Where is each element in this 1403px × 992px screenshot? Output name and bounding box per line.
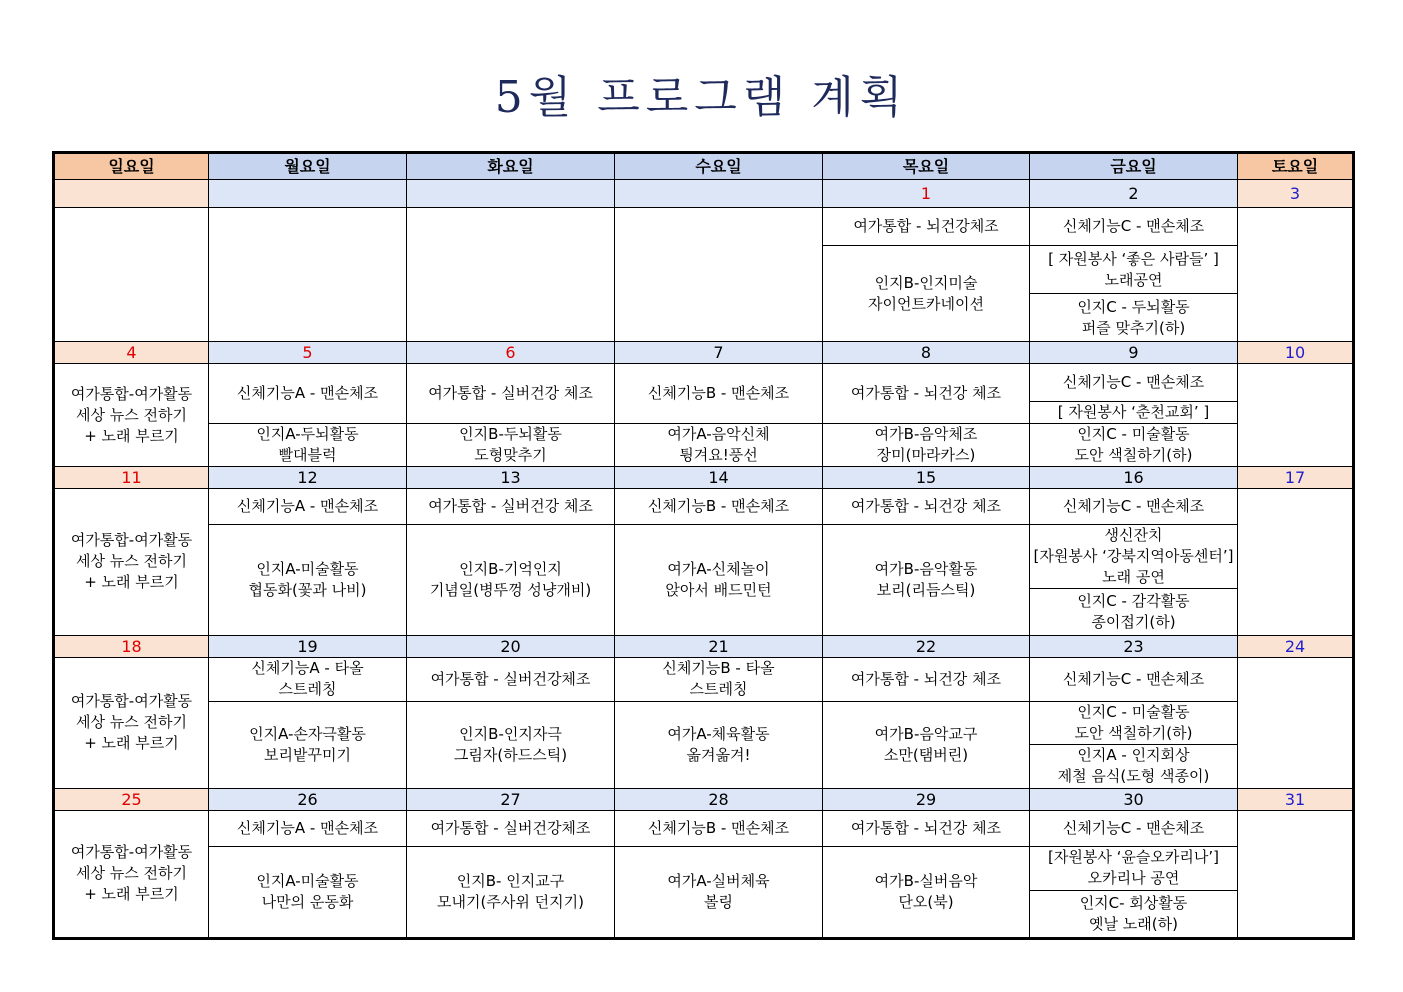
header-monday: 월요일 bbox=[209, 153, 407, 180]
program-line: + 노래 부르기 bbox=[84, 734, 179, 753]
program-line: 도안 색칠하기(하) bbox=[1074, 723, 1193, 742]
program-cell bbox=[209, 846, 407, 938]
date-cell: 26 bbox=[209, 788, 407, 810]
program-cell bbox=[407, 701, 615, 788]
program-line: 인지B-인지자극 bbox=[459, 724, 562, 743]
date-cell: 8 bbox=[823, 342, 1030, 364]
program-line: 보리(리듬스틱) bbox=[876, 580, 976, 599]
program-cell bbox=[823, 246, 1030, 342]
program-line: 단오(북) bbox=[898, 892, 954, 911]
date-cell: 17 bbox=[1238, 467, 1354, 489]
program-cell bbox=[823, 525, 1030, 635]
program-cell bbox=[54, 489, 209, 635]
program-line: 여가통합-여가활동 bbox=[70, 384, 193, 403]
program-cell bbox=[1030, 701, 1238, 744]
date-cell: 28 bbox=[615, 788, 823, 810]
date-cell: 11 bbox=[54, 467, 209, 489]
program-line: 여가B-실버음악 bbox=[874, 871, 978, 890]
date-cell: 22 bbox=[823, 635, 1030, 657]
program-row bbox=[54, 525, 1354, 589]
program-cell bbox=[615, 424, 823, 467]
program-line: 옛날 노래(하) bbox=[1089, 914, 1178, 933]
header-friday: 금요일 bbox=[1030, 153, 1238, 180]
date-cell: 15 bbox=[823, 467, 1030, 489]
program-line: 빨대블럭 bbox=[278, 446, 337, 465]
program-line: 세상 뉴스 전하기 bbox=[76, 405, 187, 424]
date-cell bbox=[54, 180, 209, 208]
program-line: 인지A-두뇌활동 bbox=[256, 425, 359, 444]
program-cell bbox=[615, 701, 823, 788]
program-line: 노래 공연 bbox=[1102, 568, 1165, 587]
weekday-header-row bbox=[54, 153, 1354, 180]
program-line: 앉아서 배드민턴 bbox=[665, 580, 772, 599]
date-cell bbox=[615, 180, 823, 208]
program-cell bbox=[615, 208, 823, 342]
program-cell: 신체기능B - 맨손체조 bbox=[615, 364, 823, 424]
program-line: 보리밭꾸미기 bbox=[264, 745, 351, 764]
program-line: 소만(탬버린) bbox=[883, 745, 969, 764]
program-line: 세상 뉴스 전하기 bbox=[76, 864, 187, 883]
program-line: 인지A-미술활동 bbox=[256, 559, 359, 578]
program-cell: 신체기능C - 맨손체조 bbox=[1030, 657, 1238, 701]
program-cell: 신체기능C - 맨손체조 bbox=[1030, 208, 1238, 246]
date-cell: 7 bbox=[615, 342, 823, 364]
program-cell bbox=[823, 846, 1030, 938]
program-cell: 여가통합 - 뇌건강 체조 bbox=[823, 657, 1030, 701]
program-line: 세상 뉴스 전하기 bbox=[76, 713, 187, 732]
program-cell bbox=[1030, 589, 1238, 635]
program-line: 여가B-음악체조 bbox=[874, 425, 978, 444]
date-row bbox=[54, 788, 1354, 810]
program-line: 인지C- 회상활동 bbox=[1079, 893, 1188, 912]
program-cell bbox=[407, 424, 615, 467]
program-line: 인지B-두뇌활동 bbox=[459, 425, 562, 444]
date-cell: 2 bbox=[1030, 180, 1238, 208]
program-line: 장미(마라카스) bbox=[876, 446, 976, 465]
program-line: 인지C - 두뇌활동 bbox=[1077, 297, 1190, 316]
program-line: 세상 뉴스 전하기 bbox=[76, 552, 187, 571]
program-cell bbox=[615, 846, 823, 938]
program-line: 여가B-음악활동 bbox=[874, 559, 978, 578]
program-line: 인지A - 인지회상 bbox=[1077, 746, 1190, 765]
program-cell bbox=[209, 424, 407, 467]
program-cell bbox=[1030, 424, 1238, 467]
program-line: 신체기능B - 타올 bbox=[662, 659, 775, 678]
program-line: 노래공연 bbox=[1104, 270, 1163, 289]
program-line: 여가통합-여가활동 bbox=[70, 531, 193, 550]
page-title: 5월 프로그램 계획 bbox=[494, 72, 909, 123]
schedule-table bbox=[52, 151, 1355, 940]
date-cell: 16 bbox=[1030, 467, 1238, 489]
program-row bbox=[54, 657, 1354, 701]
date-cell: 5 bbox=[209, 342, 407, 364]
program-line: 여가A-실버체육 bbox=[667, 871, 770, 890]
program-line: 협동화(꽃과 나비) bbox=[248, 580, 367, 599]
program-line: 종이접기(하) bbox=[1091, 612, 1176, 631]
header-thursday: 목요일 bbox=[823, 153, 1030, 180]
program-line: [자원봉사 ‘윤슬오카리나’] bbox=[1048, 848, 1219, 867]
program-cell: 신체기능A - 맨손체조 bbox=[209, 364, 407, 424]
program-cell: 여가통합 - 뇌건강 체조 bbox=[823, 489, 1030, 525]
date-cell: 18 bbox=[54, 635, 209, 657]
date-cell: 30 bbox=[1030, 788, 1238, 810]
date-cell bbox=[407, 180, 615, 208]
program-line: 인지A-미술활동 bbox=[256, 871, 359, 890]
date-cell: 13 bbox=[407, 467, 615, 489]
program-cell bbox=[407, 525, 615, 635]
program-cell: 신체기능C - 맨손체조 bbox=[1030, 810, 1238, 846]
program-cell bbox=[823, 424, 1030, 467]
program-line: 여가통합-여가활동 bbox=[70, 692, 193, 711]
date-cell: 3 bbox=[1238, 180, 1354, 208]
date-cell: 25 bbox=[54, 788, 209, 810]
program-line: 도안 색칠하기(하) bbox=[1074, 446, 1193, 465]
program-cell: 신체기능B - 맨손체조 bbox=[615, 810, 823, 846]
program-cell: 여가통합 - 실버건강체조 bbox=[407, 810, 615, 846]
program-cell: 신체기능B - 맨손체조 bbox=[615, 489, 823, 525]
program-cell bbox=[54, 208, 209, 342]
program-cell bbox=[615, 525, 823, 635]
program-row bbox=[54, 701, 1354, 744]
program-line: 튕겨요!풍선 bbox=[679, 446, 758, 465]
program-line: 여가통합-여가활동 bbox=[70, 843, 193, 862]
program-line: 제철 음식(도형 색종이) bbox=[1057, 767, 1210, 786]
date-cell: 31 bbox=[1238, 788, 1354, 810]
date-cell: 21 bbox=[615, 635, 823, 657]
date-cell: 27 bbox=[407, 788, 615, 810]
program-line: 인지B-인지미술 bbox=[874, 273, 978, 292]
program-line: 도형맞추기 bbox=[474, 446, 547, 465]
program-cell bbox=[209, 525, 407, 635]
program-cell: 신체기능A - 맨손체조 bbox=[209, 810, 407, 846]
program-cell bbox=[407, 846, 615, 938]
program-row bbox=[54, 846, 1354, 890]
program-cell bbox=[1238, 489, 1354, 635]
program-line: 나만의 운동화 bbox=[261, 892, 354, 911]
program-row bbox=[54, 810, 1354, 846]
program-row bbox=[54, 489, 1354, 525]
program-line: 인지C - 미술활동 bbox=[1077, 425, 1190, 444]
header-tuesday: 화요일 bbox=[407, 153, 615, 180]
program-line: + 노래 부르기 bbox=[84, 885, 179, 904]
program-line: 여가A-체육활동 bbox=[667, 724, 770, 743]
program-line: 볼링 bbox=[704, 892, 733, 911]
program-cell bbox=[1030, 246, 1238, 294]
program-cell: 신체기능C - 맨손체조 bbox=[1030, 489, 1238, 525]
program-line: 인지B- 인지교구 bbox=[456, 871, 565, 890]
program-cell bbox=[54, 657, 209, 788]
program-cell bbox=[1030, 744, 1238, 788]
program-line: 생신잔치 bbox=[1104, 526, 1163, 545]
program-cell bbox=[615, 657, 823, 701]
program-row bbox=[54, 424, 1354, 467]
program-cell: 신체기능C - 맨손체조 bbox=[1030, 364, 1238, 402]
program-line: 스트레칭 bbox=[689, 680, 748, 699]
program-line: 그림자(하드스틱) bbox=[453, 745, 568, 764]
date-cell: 24 bbox=[1238, 635, 1354, 657]
date-cell: 4 bbox=[54, 342, 209, 364]
program-cell bbox=[1030, 846, 1238, 890]
date-cell: 10 bbox=[1238, 342, 1354, 364]
program-line: 여가A-음악신체 bbox=[667, 425, 770, 444]
program-cell: 여가통합 - 뇌건강 체조 bbox=[823, 810, 1030, 846]
program-cell bbox=[209, 208, 407, 342]
program-line: 모내기(주사위 던지기) bbox=[437, 892, 584, 911]
program-line: 인지A-손자극활동 bbox=[249, 724, 366, 743]
program-line: 인지B-기억인지 bbox=[459, 559, 562, 578]
date-cell bbox=[209, 180, 407, 208]
program-cell: 여가통합 - 실버건강체조 bbox=[407, 657, 615, 701]
program-cell bbox=[1030, 525, 1238, 589]
program-cell bbox=[1238, 810, 1354, 938]
program-line: 인지C - 미술활동 bbox=[1077, 702, 1190, 721]
program-cell bbox=[209, 657, 407, 701]
program-cell: 신체기능A - 맨손체조 bbox=[209, 489, 407, 525]
program-line: 인지C - 감각활동 bbox=[1077, 591, 1190, 610]
program-line: + 노래 부르기 bbox=[84, 573, 179, 592]
program-cell bbox=[1238, 364, 1354, 467]
program-line: + 노래 부르기 bbox=[84, 426, 179, 445]
date-cell: 12 bbox=[209, 467, 407, 489]
program-cell: 여가통합 - 뇌건강체조 bbox=[823, 208, 1030, 246]
date-cell: 1 bbox=[823, 180, 1030, 208]
program-line: 신체기능A - 타올 bbox=[251, 659, 364, 678]
program-cell bbox=[54, 810, 209, 938]
program-cell bbox=[1238, 208, 1354, 342]
program-cell bbox=[823, 701, 1030, 788]
program-row bbox=[54, 364, 1354, 402]
program-line: 여가B-음악교구 bbox=[874, 724, 978, 743]
program-cell bbox=[1030, 294, 1238, 342]
program-line: [자원봉사 ‘강북지역아동센터’] bbox=[1033, 547, 1234, 566]
program-cell bbox=[407, 208, 615, 342]
program-line: 퍼즐 맞추기(하) bbox=[1081, 318, 1186, 337]
program-cell: [ 자원봉사 ‘춘천교회’ ] bbox=[1030, 402, 1238, 424]
program-row bbox=[54, 208, 1354, 246]
date-cell: 14 bbox=[615, 467, 823, 489]
program-cell: 여가통합 - 실버건강 체조 bbox=[407, 489, 615, 525]
program-cell: 여가통합 - 실버건강 체조 bbox=[407, 364, 615, 424]
program-line: 스트레칭 bbox=[278, 680, 337, 699]
date-cell: 9 bbox=[1030, 342, 1238, 364]
program-cell bbox=[54, 364, 209, 467]
program-cell bbox=[209, 701, 407, 788]
program-cell: 여가통합 - 뇌건강 체조 bbox=[823, 364, 1030, 424]
program-line: 여가A-신체놀이 bbox=[667, 559, 770, 578]
date-cell: 6 bbox=[407, 342, 615, 364]
date-row bbox=[54, 467, 1354, 489]
header-saturday: 토요일 bbox=[1238, 153, 1354, 180]
program-line: 오카리나 공연 bbox=[1087, 869, 1180, 888]
program-line: [ 자원봉사 ‘좋은 사람들’ ] bbox=[1048, 249, 1219, 268]
program-cell bbox=[1030, 890, 1238, 938]
date-cell: 23 bbox=[1030, 635, 1238, 657]
date-row bbox=[54, 180, 1354, 208]
program-line: 자이언트카네이션 bbox=[868, 294, 984, 313]
date-cell: 20 bbox=[407, 635, 615, 657]
date-cell: 19 bbox=[209, 635, 407, 657]
date-row bbox=[54, 342, 1354, 364]
date-row bbox=[54, 635, 1354, 657]
program-line: 기념일(병뚜껑 성냥개비) bbox=[429, 580, 592, 599]
program-cell bbox=[1238, 657, 1354, 788]
program-line: 옮겨옮겨! bbox=[686, 745, 751, 764]
header-sunday: 일요일 bbox=[54, 153, 209, 180]
date-cell: 29 bbox=[823, 788, 1030, 810]
header-wednesday: 수요일 bbox=[615, 153, 823, 180]
